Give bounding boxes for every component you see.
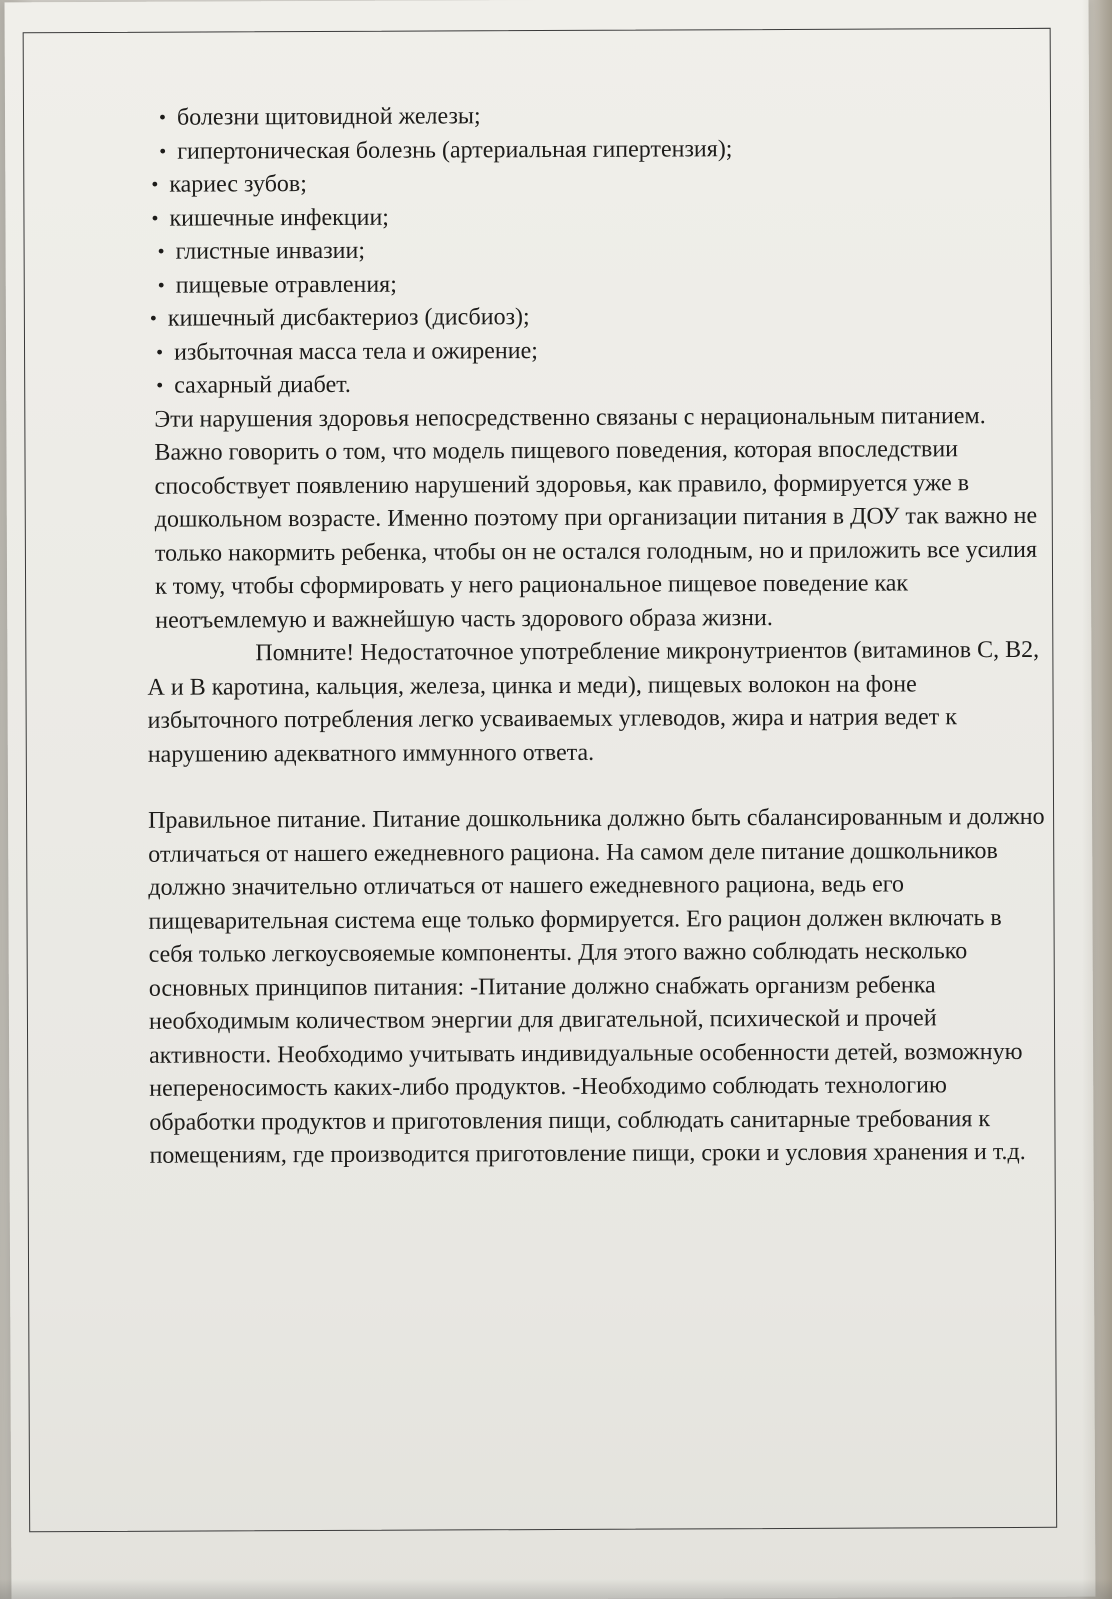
bullet-icon: •: [157, 240, 165, 263]
paragraph-health-disorders: Эти нарушения здоровья непосредственно связаны с нерациональным питанием. Важно говорить о том, что модель пищевого поведения, которая впоследствии способствует появлению нарушений здоровья, как правило, формируется уже в дошкольном возрасте. Именно поэтому при организации питания в ДОУ так важно не только накормить ребенка, чтобы он не остался голодным, но и приложить все усилия к тому, чтобы сформировать у него рациональное пищевое поведение как неотъемлемую и важнейшую часть здорового образа жизни.: [154, 402, 1038, 634]
bottom-edge-shadow: [0, 1579, 1112, 1599]
list-item-text: кариес зубов;: [169, 171, 307, 198]
bullet-icon: •: [156, 374, 164, 397]
paper-edge-shadow: [1082, 0, 1112, 1599]
list-item: [145, 98, 1045, 135]
list-item: [146, 232, 1046, 269]
bullet-icon: •: [159, 140, 167, 163]
list-item-text: сахарный диабет.: [174, 371, 351, 399]
list-item: [145, 198, 1045, 235]
list-item: [145, 131, 1045, 168]
paper-sheet: [5, 0, 1096, 1599]
list-item-text: кишечные инфекции;: [169, 204, 389, 232]
paragraph-remember-note: Помните! Недостаточное употребление микронутриентов (витаминов С, В2, А и В каротина, кальция, железа, цинка и меди), пищевых волокон на фоне избыточного потребления легко усваиваемых углеводов, жира и натрия ведет к нарушению адекватного иммунного ответа.: [147, 636, 1040, 768]
bullet-icon: •: [151, 173, 159, 196]
list-item: [146, 265, 1046, 302]
paragraph-spacer: [148, 768, 1048, 805]
list-item: [146, 332, 1046, 369]
bullet-icon: •: [149, 307, 157, 330]
bullet-icon: •: [155, 341, 164, 364]
list-item-text: гипертоническая болезнь (артериальная гипертензия);: [177, 135, 733, 165]
illness-bullet-list: [145, 98, 1046, 403]
list-item-text: избыточная масса тела и ожирение;: [173, 337, 538, 366]
list-item: [145, 165, 1045, 202]
bullet-icon: •: [151, 207, 159, 230]
bullet-icon: •: [157, 274, 165, 297]
list-item: [146, 299, 1046, 336]
document-body: [145, 98, 1050, 1173]
list-item: [146, 366, 1046, 403]
list-item-text: глистные инвазии;: [175, 237, 366, 265]
paragraph-proper-nutrition: Правильное питание. Питание дошкольника должно быть сбалансированным и должно отличаться от нашего ежедневного рациона. На самом деле питание дошкольников должно значительно отличаться от нашего ежедневного рациона, ведь его пищеварительная система еще только формируется. Его рацион должен включать в себя только легкоусвояемые компоненты. Для этого важно соблюдать несколько основных принципов питания: -Питание должно снабжать организм ребенка необходимым количеством энергии для двигательной, психической и прочей активности. Необходимо учитывать индивидуальные особенности детей, возможную непереносимость каких-либо продуктов. -Необходимо соблюдать технологию обработки продуктов и приготовления пищи, соблюдать санитарные требования к помещениям, где производится приготовление пищи, сроки и условия хранения и т.д.: [148, 803, 1045, 1169]
list-item-text: пищевые отравления;: [175, 271, 397, 299]
bullet-icon: •: [158, 106, 167, 129]
list-item-text: кишечный дисбактериоз (дисбиоз);: [167, 304, 530, 332]
list-item-text: болезни щитовидной железы;: [176, 103, 481, 131]
